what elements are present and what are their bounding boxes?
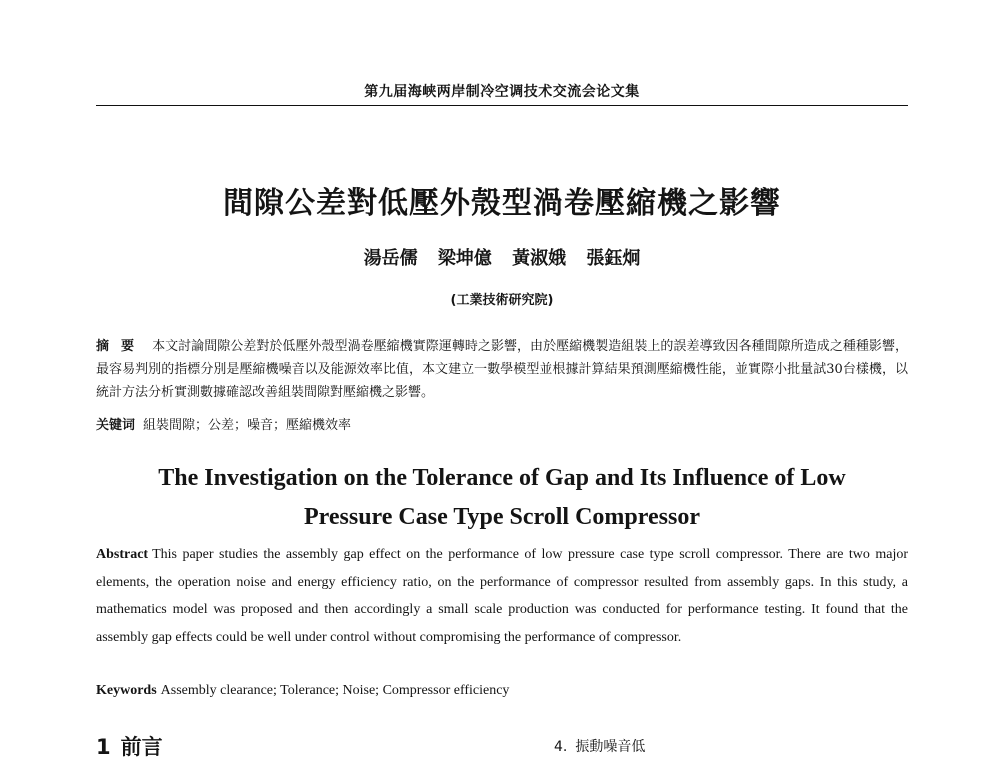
section-number: 1 — [96, 735, 111, 759]
english-abstract — [96, 541, 908, 651]
english-keywords-label: Keywords — [96, 683, 157, 698]
list-item-text: 振動噪音低 — [575, 739, 646, 755]
english-keywords-text: Assembly clearance; Tolerance; Noise; Compressor efficiency — [160, 683, 510, 698]
section-heading — [96, 731, 163, 761]
chinese-abstract-label: 摘要 — [96, 339, 147, 354]
english-abstract-text: This paper studies the assembly gap effect on the performance of low pressure case type scroll compressor. There are two major elements, the operation noise and energy efficiency ratio, on the performance of compressor resulted from assembly gaps. In this study, a mathematics model was proposed and then accordingly a small scale production was conducted for performance testing. It found that the assembly gap effects could be well under control without compromising the performance of compressor. — [96, 547, 908, 645]
english-keywords — [96, 679, 908, 703]
chinese-keywords — [96, 414, 908, 437]
english-title-line-2: Pressure Case Type Scroll Compressor — [304, 504, 700, 530]
chinese-authors: 湯岳儒 梁坤億 黃淑娥 張鈺炯 — [363, 248, 641, 269]
english-title-line-1: The Investigation on the Tolerance of Gap and Its Influence of Low — [158, 465, 846, 491]
running-header: 第九届海峡两岸制冷空调技术交流会论文集 — [364, 84, 640, 100]
chinese-abstract — [96, 335, 908, 404]
chinese-title: 間隙公差對低壓外殼型渦卷壓縮機之影響 — [223, 186, 781, 221]
chinese-affiliation: (工業技術研究院) — [450, 293, 554, 308]
english-title — [96, 459, 908, 537]
english-abstract-label: Abstract — [96, 547, 149, 562]
list-item — [554, 736, 645, 756]
section-title: 前言 — [120, 735, 163, 759]
chinese-keywords-text: 組裝間隙；公差；噪音；壓縮機效率 — [143, 418, 352, 433]
chinese-abstract-text: 本文討論間隙公差對於低壓外殼型渦卷壓縮機實際運轉時之影響，由於壓縮機製造組裝上的誤差導致因各種間隙所造成之種種影響，最容易判別的指標分別是壓縮機噪音以及能源效率比值，本文建立一數學模型並根據計算結果預測壓縮機性能，並實際小批量試30台樣機，以統計方法分析實測數據確認改善組裝間隙對壓縮機之影響。 — [96, 339, 908, 400]
list-item-number: 4. — [554, 739, 568, 755]
header-rule — [96, 105, 908, 106]
chinese-keywords-label: 关键词 — [96, 418, 136, 433]
